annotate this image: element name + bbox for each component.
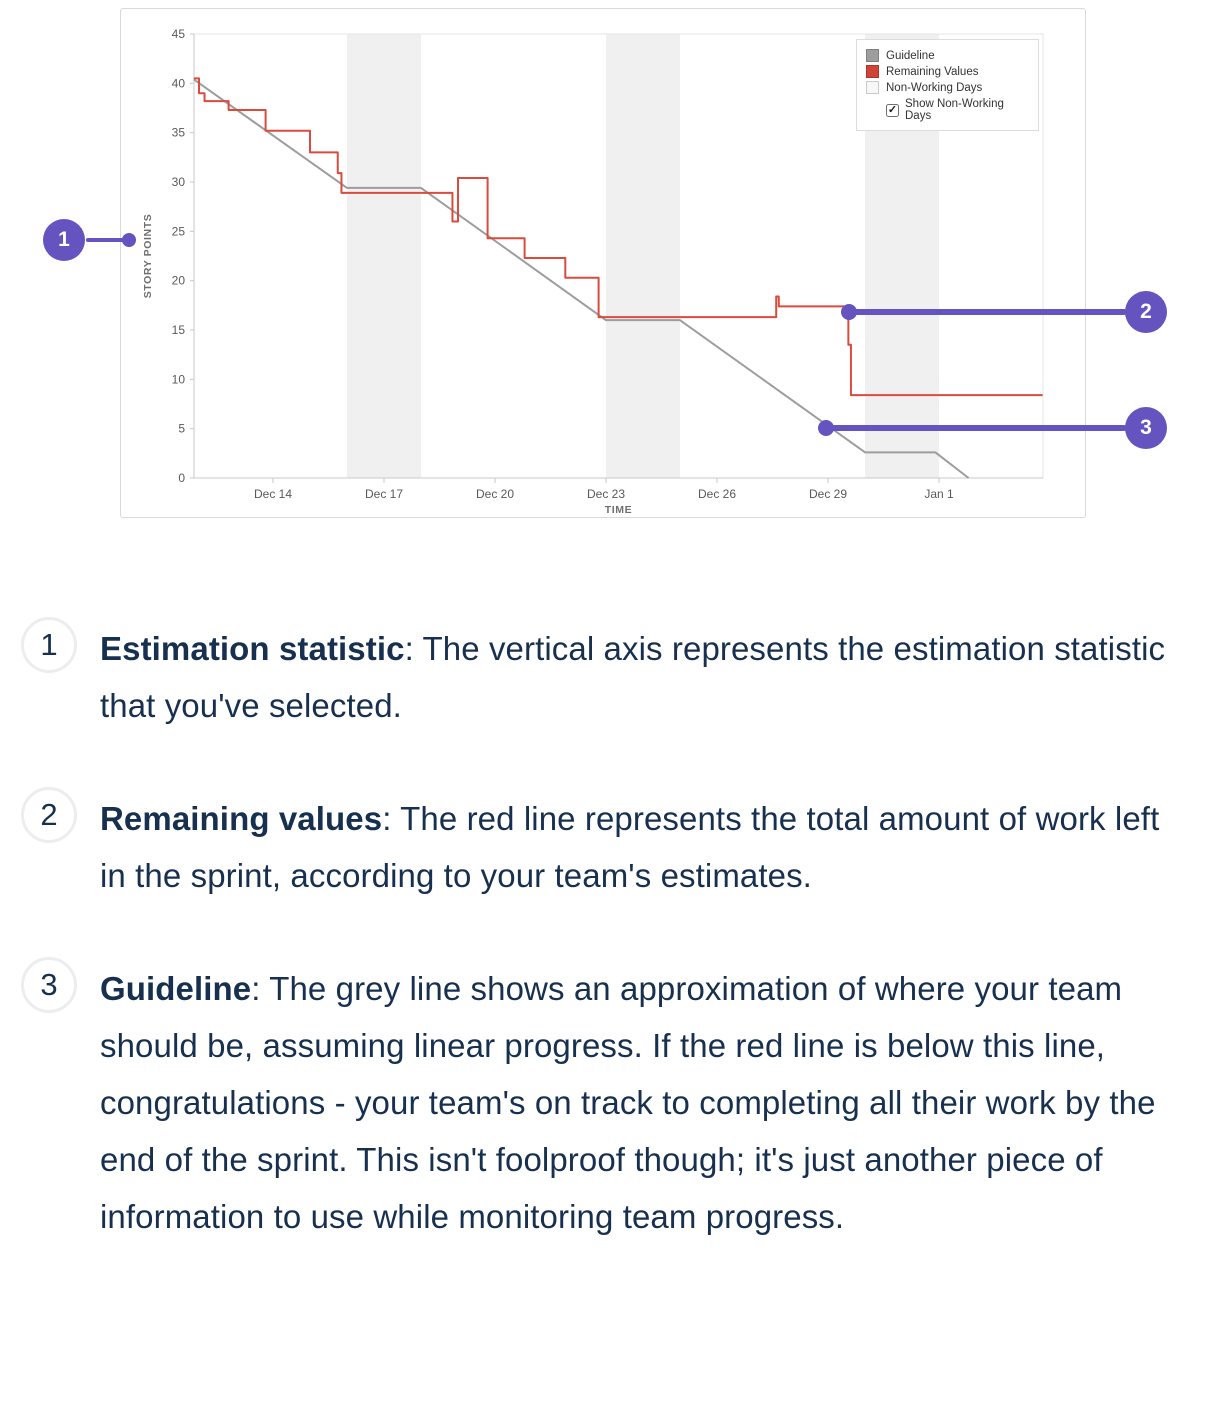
- legend-label: Remaining Values: [886, 65, 979, 78]
- y-axis: [172, 27, 194, 485]
- svg-text:Dec 23: Dec 23: [586, 487, 626, 501]
- list-item-guideline: [0, 960, 1210, 1245]
- legend-label: Guideline: [886, 49, 935, 62]
- svg-text:20: 20: [171, 273, 185, 288]
- callout-1-badge: 1: [43, 219, 85, 261]
- x-axis-title: TIME: [604, 504, 633, 516]
- show-non-working-days-label: Show Non-Working Days: [905, 98, 1004, 122]
- list-item-term: Remaining values: [100, 800, 383, 837]
- callout-3-badge: 3: [1125, 407, 1167, 449]
- x-axis: [254, 478, 954, 501]
- list-number-badge: 2: [21, 787, 77, 843]
- svg-text:45: 45: [171, 27, 185, 41]
- svg-text:5: 5: [178, 421, 185, 436]
- legend-label: Non-Working Days: [886, 81, 983, 94]
- list-item-estimation-statistic: [0, 620, 1210, 734]
- callout-3-connector-line: [826, 425, 1126, 431]
- svg-text:Dec 17: Dec 17: [364, 487, 404, 501]
- svg-text:Jan 1: Jan 1: [924, 487, 954, 501]
- svg-text:10: 10: [171, 372, 185, 387]
- list-number-badge: 1: [21, 617, 77, 673]
- explanation-list: [0, 620, 1210, 1301]
- svg-text:35: 35: [171, 125, 185, 140]
- callout-2-connector-line: [849, 309, 1126, 315]
- list-item-term: Guideline: [100, 970, 252, 1007]
- svg-text:0: 0: [178, 471, 185, 485]
- svg-text:40: 40: [171, 76, 185, 91]
- list-item-description: : The red line represents the total amount of work left in the sprint, according to your team's estimates.: [100, 800, 1160, 894]
- list-item-description: : The vertical axis represents the estimation statistic that you've selected.: [100, 630, 1166, 724]
- remaining-values-swatch-icon: [866, 65, 879, 78]
- svg-text:Dec 29: Dec 29: [808, 487, 848, 501]
- non-working-day-bands: [347, 34, 939, 478]
- svg-text:Dec 26: Dec 26: [697, 487, 737, 501]
- show-non-working-days-row: [886, 98, 1030, 122]
- callout-1-connector-line: [86, 238, 124, 242]
- callout-1-anchor-dot: [122, 233, 136, 247]
- list-item-text: [100, 620, 1175, 734]
- legend-row-guideline: [866, 49, 1030, 62]
- legend-row-non-working-days: [866, 81, 1030, 94]
- non-working-days-swatch-icon: [866, 81, 879, 94]
- chart-legend: [856, 39, 1039, 131]
- callout-2-badge: 2: [1125, 291, 1167, 333]
- burndown-chart-card: [120, 8, 1086, 518]
- callout-2-anchor-dot: [841, 304, 857, 320]
- legend-row-remaining-values: [866, 65, 1030, 78]
- svg-text:15: 15: [171, 323, 185, 337]
- svg-text:30: 30: [171, 175, 185, 189]
- list-item-text: [100, 960, 1175, 1245]
- svg-text:Dec 14: Dec 14: [253, 487, 293, 501]
- guideline-swatch-icon: [866, 49, 879, 62]
- show-non-working-days-checkbox[interactable]: ✓: [887, 103, 898, 116]
- list-item-term: Estimation statistic: [100, 630, 405, 667]
- svg-text:25: 25: [171, 224, 185, 239]
- list-item-remaining-values: [0, 790, 1210, 904]
- svg-text:Dec 20: Dec 20: [475, 487, 515, 501]
- y-axis-title: STORY POINTS: [142, 213, 154, 299]
- callout-3-anchor-dot: [818, 420, 834, 436]
- list-item-description: : The grey line shows an approximation of where your team should be, assuming linear progress. If the red line is below this line, congratulations - your team's on track to completing all their work by the end of the sprint. This isn't foolproof though; it's just another piece of information to use while monitoring team progress.: [100, 970, 1156, 1235]
- list-item-text: [100, 790, 1175, 904]
- list-number-badge: 3: [21, 957, 77, 1013]
